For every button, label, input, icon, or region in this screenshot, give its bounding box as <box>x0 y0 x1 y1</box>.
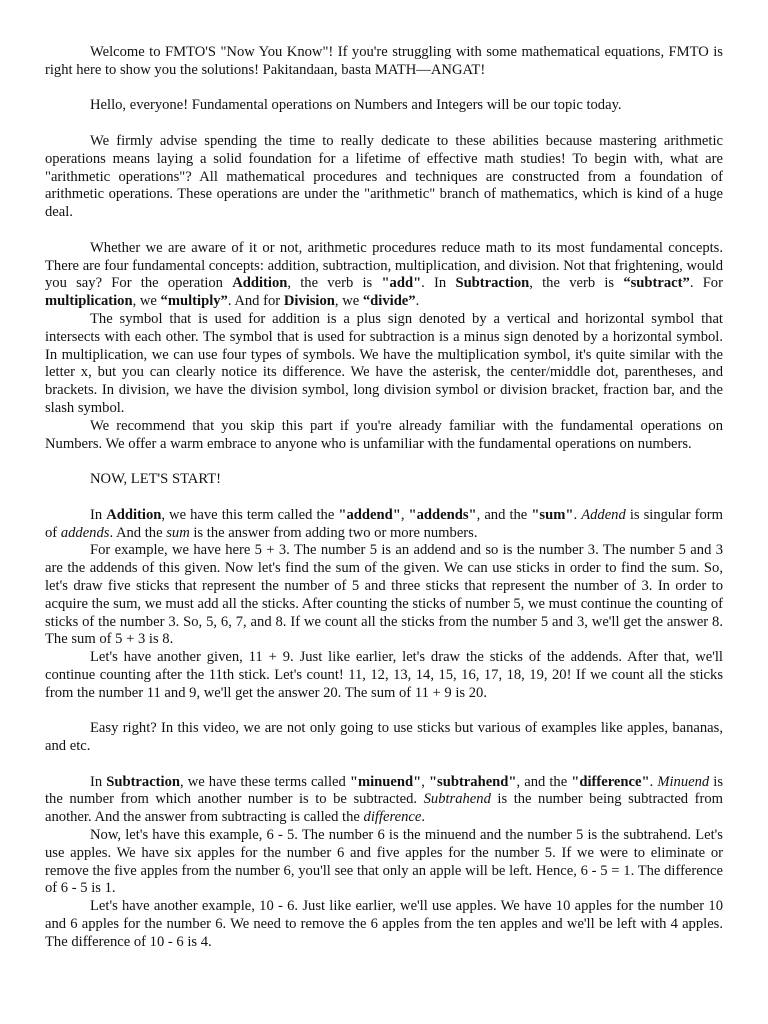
text-run: Hello, everyone! Fundamental operations on Numbers and Integers will be our topic today. <box>90 97 622 114</box>
bold-term: "difference" <box>571 773 650 790</box>
bold-term: "subtrahend" <box>428 773 517 790</box>
text-run: For example, we have here 5 + 3. The number 5 is an addend and so is the number 3. The number 5 and 3 are the addends of this given. Now let's find the sum of the given. We can use sticks in order to find the sum. So, let's draw five sticks that represent the number of 5 and three sticks that represent the number of 3. In order to acquire the sum, we must add all the sticks. After counting the sticks of number 5, we must continue the counting of sticks of the number 3. So, 5, 6, 7, and 8. If we count all the sticks from the number 5 and 3, we'll get the answer 8. The sum of 5 + 3 is 8. <box>45 542 723 648</box>
text-run: is the number being subtracted from another. And the answer from subtracting is called the <box>45 791 723 826</box>
text-run: . <box>421 809 426 826</box>
bold-term: multiplication <box>45 293 133 310</box>
text-run: . And the <box>109 524 167 541</box>
text-run: , we have this term called the <box>161 506 339 523</box>
text-run: Easy right? In this video, we are not only going to use sticks but various of examples like apples, bananas, and etc. <box>45 720 723 755</box>
text-run: NOW, LET'S START! <box>90 471 221 488</box>
italic-term: Minuend <box>657 773 710 790</box>
text-run: We recommend that you skip this part if you're already familiar with the fundamental operations on Numbers. We offer a warm embrace to anyone who is unfamiliar with the fundamental operations on numbers. <box>45 417 723 452</box>
paragraph <box>45 240 723 311</box>
italic-term: addends <box>60 524 110 541</box>
italic-term: sum <box>166 524 190 541</box>
paragraph <box>45 44 723 80</box>
paragraph <box>45 774 723 827</box>
text-run: Let's have another example, 10 - 6. Just like earlier, we'll use apples. We have 10 apples for the number 10 and 6 apples for the number 6. We need to remove the 6 apples from the ten apples and we'll be left with 4 apples. The difference of 10 - 6 is 4. <box>45 898 723 950</box>
text-run: . And for <box>227 293 284 310</box>
paragraph <box>45 720 723 756</box>
text-run: In <box>90 506 107 523</box>
text-run: . For <box>689 275 723 292</box>
bold-term: "sum" <box>531 506 574 523</box>
text-run: , the verb is <box>529 275 624 292</box>
bold-term: “divide” <box>362 293 416 310</box>
bold-term: Division <box>283 293 335 310</box>
text-run: , <box>400 506 409 523</box>
text-run: is the answer from adding two or more numbers. <box>189 524 478 541</box>
text-run: is the number from which another number is to be subtracted. <box>45 773 723 808</box>
bold-term: "minuend" <box>349 773 422 790</box>
text-run: We firmly advise spending the time to really dedicate to these abilities because mastering arithmetic operations means laying a solid foundation for a lifetime of effective math studies! To begin with, what are "arithmetic operations"? All mathematical procedures and techniques are constructed from a foundation of arithmetic operations. These operations are under the "arithmetic" branch of mathematics, which is kind of a huge deal. <box>45 132 723 221</box>
paragraph <box>45 311 723 418</box>
bold-term: Subtraction <box>106 773 181 790</box>
italic-term: Subtrahend <box>423 791 491 808</box>
paragraph <box>45 471 723 489</box>
text-run: Now, let's have this example, 6 - 5. The number 6 is the minuend and the number 5 is the subtrahend. Let's use apples. We have six apples for the number 6 and five apples for the number 5. If we were to eliminate or remove the five apples from the number 6, you'll see that only an apple will be left. Hence, 6 - 5 = 1. The difference of 6 - 5 is 1. <box>45 827 723 897</box>
paragraph <box>45 418 723 454</box>
bold-term: “subtract” <box>623 275 690 292</box>
text-run: The symbol that is used for addition is a plus sign denoted by a vertical and horizontal symbol that intersects with each other. The symbol that is used for subtraction is a minus sign denoted by a horizontal symbol. In multiplication, we can use four types of symbols. We have the multiplication symbol, it's quite similar with the letter x, but you can clearly notice its difference. We have the asterisk, the center/middle dot, parentheses, and brackets. In division, we have the division symbol, long division symbol or division bracket, fraction bar, and the slash symbol. <box>45 310 723 416</box>
bold-term: "addends" <box>408 506 477 523</box>
text-run: , we <box>132 293 161 310</box>
text-run: , the verb is <box>287 275 382 292</box>
text-run: Let's have another given, 11 + 9. Just like earlier, let's draw the sticks of the addends. After that, we'll continue counting after the 11th stick. Let's count! 11, 12, 13, 14, 15, 16, 17, 18, 19, 20! If we count all the sticks from the number 11 and 9, we'll get the answer 20. The sum of 11 + 9 is 20. <box>45 649 723 701</box>
bold-term: Addition <box>106 506 162 523</box>
text-run: is singular form of <box>45 506 724 541</box>
bold-term: “multiply” <box>160 293 228 310</box>
italic-term: difference <box>363 809 422 826</box>
text-run: , <box>421 773 429 790</box>
text-run: , we have these terms called <box>180 773 350 790</box>
text-run: . <box>573 506 582 523</box>
text-run: Welcome to FMTO'S "Now You Know"! If you're struggling with some mathematical equations, FMTO is right here to show you the solutions! Pakitandaan, basta MATH—ANGAT! <box>45 44 723 78</box>
paragraph <box>45 97 723 115</box>
document-body <box>45 44 723 952</box>
paragraph <box>45 542 723 649</box>
text-run: . <box>649 773 658 790</box>
bold-term: Subtraction <box>455 275 530 292</box>
text-run: . In <box>421 275 456 292</box>
text-run: , and the <box>476 506 532 523</box>
text-run: Whether we are aware of it or not, arithmetic procedures reduce math to its most fundamental concepts. There are four fundamental concepts: addition, subtraction, multiplication, and division. Not that frightening, would you say? For the operation <box>45 239 723 292</box>
text-run: , we <box>334 293 363 310</box>
text-run: In <box>90 773 107 790</box>
bold-term: "addend" <box>338 506 401 523</box>
text-run: . <box>415 293 420 310</box>
paragraph <box>45 898 723 951</box>
paragraph <box>45 507 723 543</box>
bold-term: "add" <box>381 275 422 292</box>
italic-term: Addend <box>581 506 626 523</box>
paragraph <box>45 133 723 222</box>
paragraph <box>45 649 723 702</box>
bold-term: Addition <box>232 275 288 292</box>
text-run: , and the <box>516 773 572 790</box>
paragraph <box>45 827 723 898</box>
